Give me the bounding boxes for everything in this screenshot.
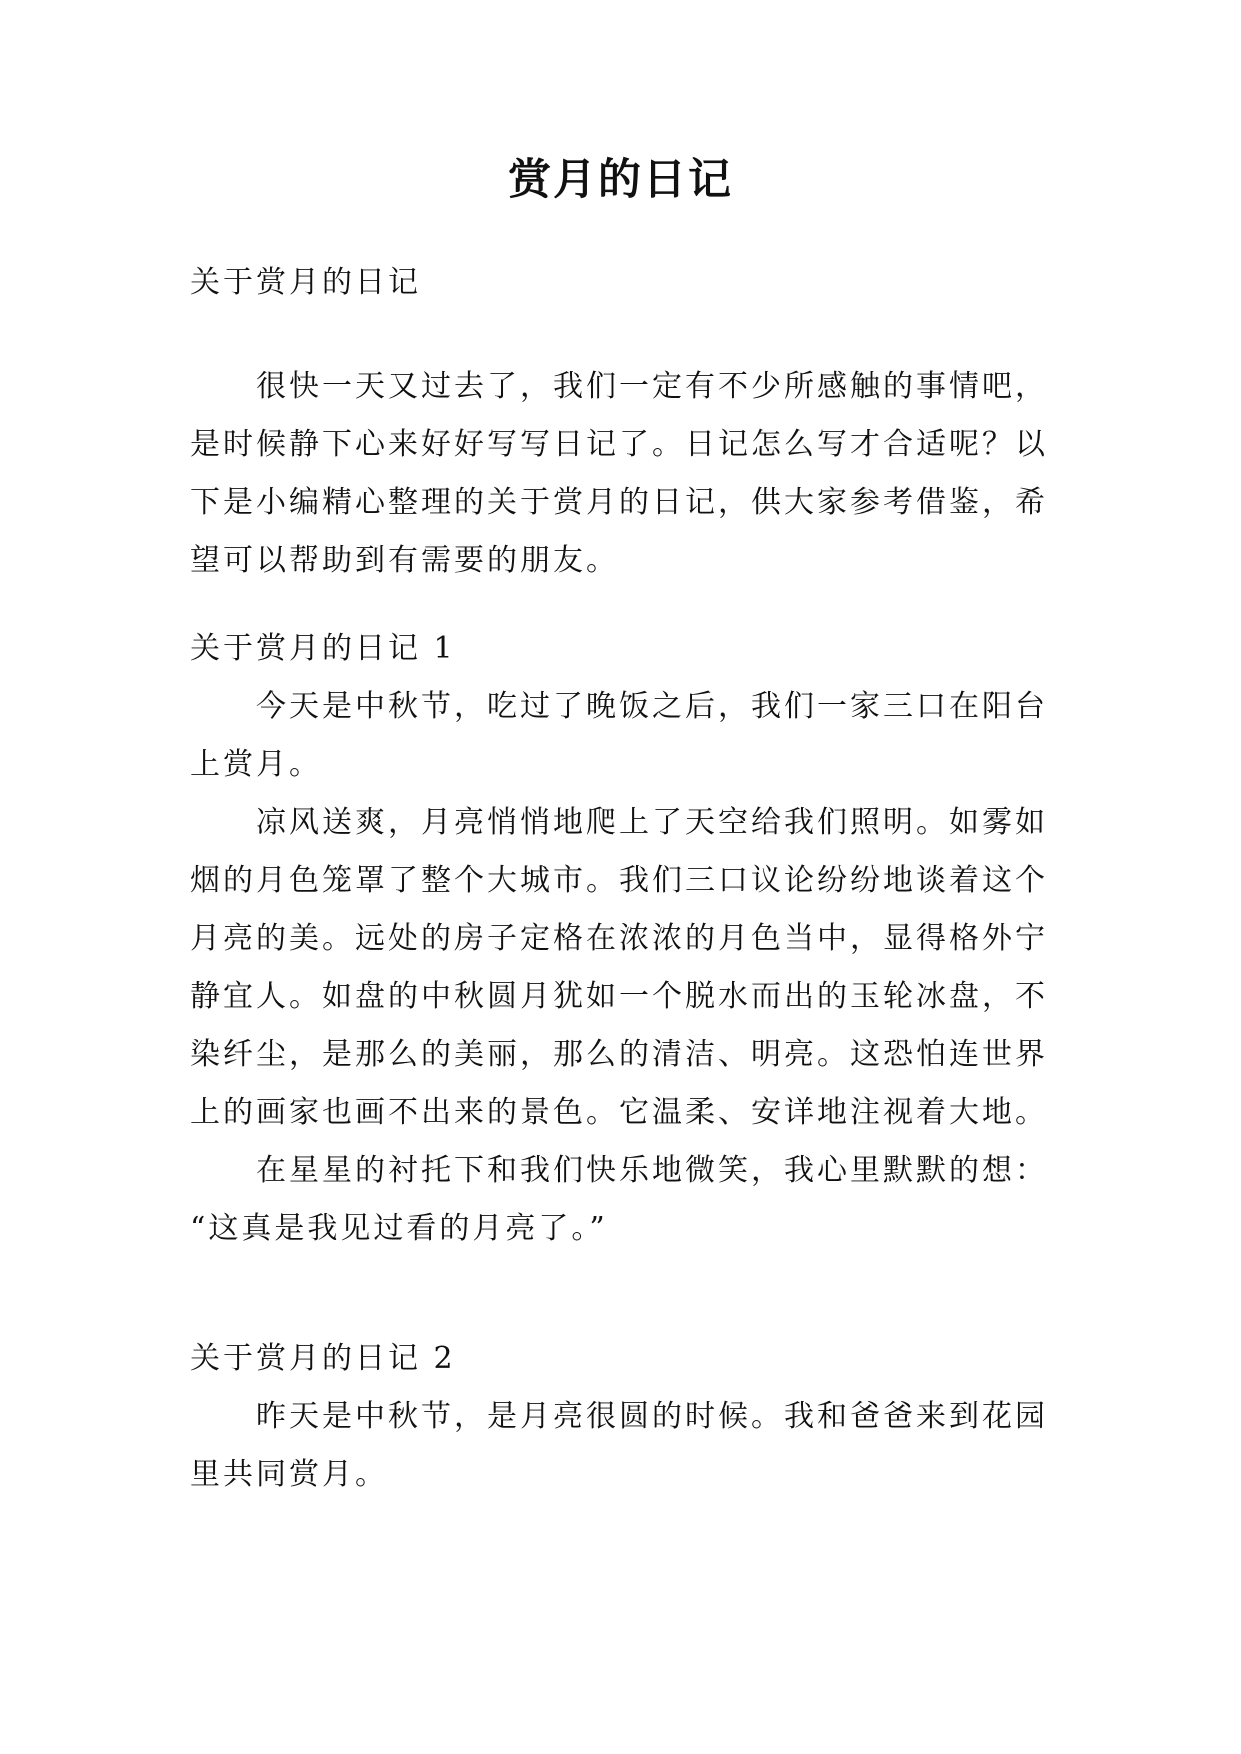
paragraph-line: 昨天是中秋节，是月亮很圆的时候。我和爸爸来到花园 bbox=[256, 1399, 1048, 1434]
paragraph-line: 染纤尘，是那么的美丽，那么的清洁、明亮。这恐怕连世界 bbox=[190, 1037, 1048, 1072]
paragraph-line: 很快一天又过去了，我们一定有不少所感触的事情吧， bbox=[256, 369, 1048, 404]
paragraph-line: “这真是我见过看的月亮了。” bbox=[190, 1211, 608, 1246]
intro-paragraph bbox=[190, 358, 1070, 590]
paragraph-line: 是时候静下心来好好写写日记了。日记怎么写才合适呢？以 bbox=[190, 427, 1048, 462]
paragraph-line: 在星星的衬托下和我们快乐地微笑，我心里默默的想： bbox=[256, 1153, 1048, 1188]
paragraph-line: 月亮的美。远处的房子定格在浓浓的月色当中，显得格外宁 bbox=[190, 921, 1048, 956]
entry-heading: 关于赏月的日记 2 bbox=[190, 1341, 456, 1376]
paragraph-line: 下是小编精心整理的关于赏月的日记，供大家参考借鉴，希 bbox=[190, 485, 1048, 520]
entry-1 bbox=[190, 620, 1070, 1258]
paragraph-line: 上赏月。 bbox=[190, 747, 322, 782]
intro-section bbox=[190, 254, 1070, 312]
entry-heading: 关于赏月的日记 1 bbox=[190, 631, 456, 666]
paragraph-line: 烟的月色笼罩了整个大城市。我们三口议论纷纷地谈着这个 bbox=[190, 863, 1048, 898]
paragraph-line: 望可以帮助到有需要的朋友。 bbox=[190, 543, 619, 578]
paragraph-line: 静宜人。如盘的中秋圆月犹如一个脱水而出的玉轮冰盘，不 bbox=[190, 979, 1048, 1014]
document-title: 赏月的日记 bbox=[508, 155, 733, 205]
paragraph-line: 凉风送爽，月亮悄悄地爬上了天空给我们照明。如雾如 bbox=[256, 805, 1048, 840]
section-heading: 关于赏月的日记 bbox=[190, 265, 421, 300]
entry-2 bbox=[190, 1330, 1070, 1504]
paragraph-line: 里共同赏月。 bbox=[190, 1457, 388, 1492]
paragraph-line: 今天是中秋节，吃过了晚饭之后，我们一家三口在阳台 bbox=[256, 689, 1048, 724]
paragraph-line: 上的画家也画不出来的景色。它温柔、安详地注视着大地。 bbox=[190, 1095, 1048, 1130]
